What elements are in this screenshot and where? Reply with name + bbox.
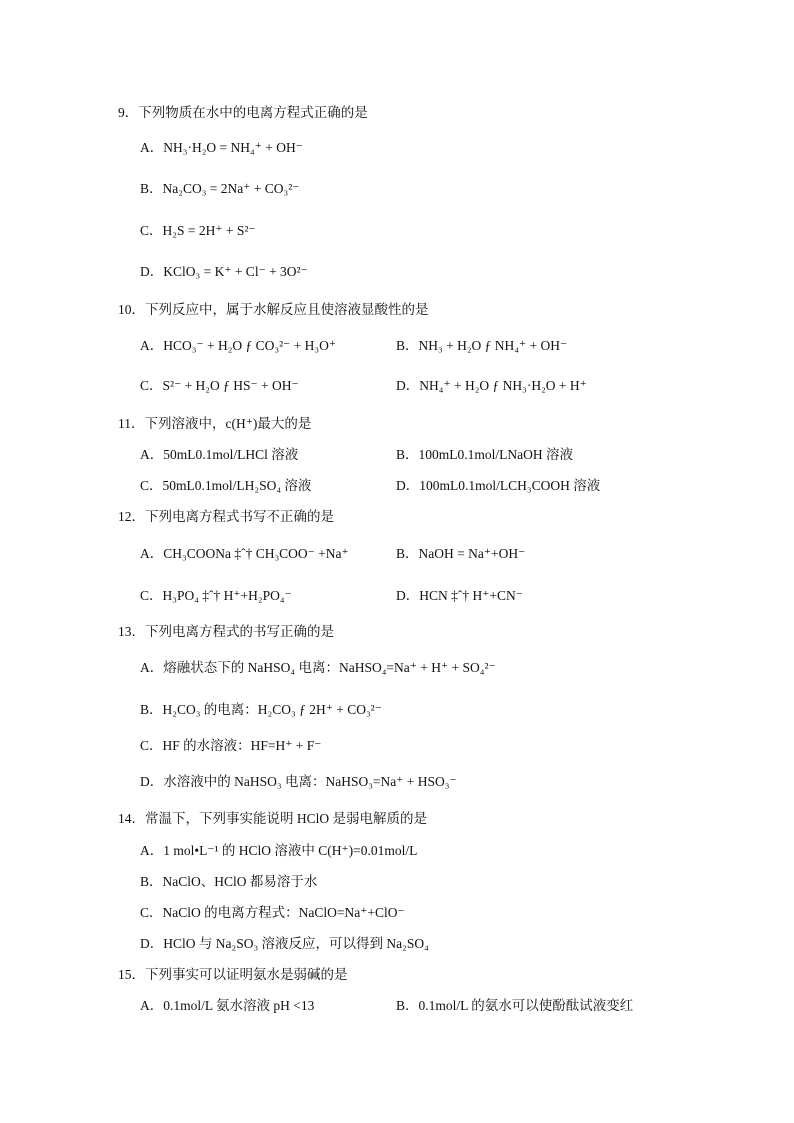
option-label: A． (140, 447, 164, 462)
option-label: B． (396, 338, 419, 353)
question-11-option-c (140, 477, 311, 495)
option-label: A． (140, 660, 164, 675)
question-15-option-b (396, 997, 633, 1015)
question-10-option-d (396, 377, 587, 395)
option-label: B． (140, 702, 163, 717)
option-label: C． (140, 738, 163, 753)
question-11-option-d (396, 477, 600, 495)
option-label: B． (140, 874, 163, 889)
question-14-option-d (140, 935, 429, 953)
option-text: 1 mol•L⁻¹ 的 HClO 溶液中 C(H⁺)=0.01mol/L (163, 843, 418, 858)
option-text: 50mL0.1mol/LHCl 溶液 (163, 447, 299, 462)
option-label: D． (396, 478, 420, 493)
option-label: C． (140, 905, 163, 920)
question-9-option-d (140, 263, 308, 281)
option-label: D． (140, 774, 164, 789)
question-12-stem: 12．下列电离方程式书写不正确的是 (118, 509, 334, 524)
question-9-stem: 9．下列物质在水中的电离方程式正确的是 (118, 105, 368, 120)
option-text: 100mL0.1mol/LCH₃COOH 溶液 (419, 478, 601, 493)
question-12-option-a (140, 545, 349, 563)
option-label: B． (396, 998, 419, 1013)
option-label: D． (396, 588, 420, 603)
option-text: 熔融状态下的 NaHSO₄ 电离：NaHSO₄=Na⁺ + H⁺ + SO₄²⁻ (163, 660, 496, 675)
question-9-option-c (140, 222, 256, 240)
option-text: HF 的水溶液：HF=H⁺ + F⁻ (162, 738, 322, 753)
option-label: B． (396, 447, 419, 462)
option-label: B． (396, 546, 419, 561)
question-13-option-a (140, 659, 496, 677)
option-label: A． (140, 338, 164, 353)
question-15-option-a (140, 997, 314, 1015)
option-text: CH₃COONa ‡ˆ† CH₃COO⁻ +Na⁺ (163, 546, 349, 561)
option-text: S²⁻ + H₂O ƒ HS⁻ + OH⁻ (162, 378, 299, 393)
option-text: H₃PO₄ ‡ˆ† H⁺+H₂PO₄⁻ (162, 588, 292, 603)
option-label: A． (140, 843, 164, 858)
question-10-option-a (140, 337, 336, 355)
option-text: 50mL0.1mol/LH₂SO₄ 溶液 (162, 478, 312, 493)
question-11-stem: 11．下列溶液中，c(H⁺)最大的是 (118, 416, 312, 431)
question-12-option-b (396, 545, 525, 563)
option-text: H₂CO₃ 的电离：H₂CO₃ ƒ 2H⁺ + CO₃²⁻ (162, 702, 382, 717)
option-text: NH₄⁺ + H₂O ƒ NH₃·H₂O + H⁺ (419, 378, 587, 393)
option-text: HCN ‡ˆ† H⁺+CN⁻ (419, 588, 523, 603)
question-10-option-c (140, 377, 299, 395)
question-12-option-d (396, 587, 523, 605)
question-14-option-c (140, 904, 405, 922)
option-text: NH₃ + H₂O ƒ NH₄⁺ + OH⁻ (418, 338, 568, 353)
option-text: NH₃·H₂O = NH₄⁺ + OH⁻ (163, 140, 303, 155)
question-13-option-b (140, 701, 382, 719)
question-9-option-b (140, 180, 299, 198)
option-label: A． (140, 140, 164, 155)
option-text: 0.1mol/L 氨水溶液 pH <13 (163, 998, 315, 1013)
option-text: H₂S = 2H⁺ + S²⁻ (162, 223, 256, 238)
question-14-stem: 14．常温下，下列事实能说明 HClO 是弱电解质的是 (118, 811, 428, 826)
option-text: NaOH = Na⁺+OH⁻ (418, 546, 526, 561)
option-label: D． (140, 264, 164, 279)
question-13-option-d (140, 773, 457, 791)
option-text: 100mL0.1mol/LNaOH 溶液 (418, 447, 574, 462)
question-12-option-c (140, 587, 292, 605)
question-9-option-a (140, 139, 303, 157)
question-13-stem: 13．下列电离方程式的书写正确的是 (118, 624, 334, 639)
question-10-stem: 10．下列反应中，属于水解反应且使溶液显酸性的是 (118, 302, 429, 317)
option-label: D． (396, 378, 420, 393)
option-label: C． (140, 378, 163, 393)
option-label: C． (140, 223, 163, 238)
option-text: KClO₃ = K⁺ + Cl⁻ + 3O²⁻ (163, 264, 308, 279)
option-text: NaClO、HClO 都易溶于水 (162, 874, 318, 889)
question-13-option-c (140, 737, 321, 755)
option-label: A． (140, 546, 164, 561)
option-text: Na₂CO₃ = 2Na⁺ + CO₃²⁻ (162, 181, 300, 196)
question-10-option-b (396, 337, 567, 355)
question-15-stem: 15．下列事实可以证明氨水是弱碱的是 (118, 967, 348, 982)
option-label: A． (140, 998, 164, 1013)
question-11-option-a (140, 446, 298, 464)
option-text: 水溶液中的 NaHSO₃ 电离：NaHSO₃=Na⁺ + HSO₃⁻ (163, 774, 457, 789)
option-label: B． (140, 181, 163, 196)
option-label: D． (140, 936, 164, 951)
question-14-option-b (140, 873, 317, 891)
question-11-option-b (396, 446, 573, 464)
option-text: NaClO 的电离方程式：NaClO=Na⁺+ClO⁻ (162, 905, 405, 920)
option-label: C． (140, 478, 163, 493)
option-text: HClO 与 Na₂SO₃ 溶液反应，可以得到 Na₂SO₄ (163, 936, 429, 951)
option-text: HCO₃⁻ + H₂O ƒ CO₃²⁻ + H₃O⁺ (163, 338, 336, 353)
option-text: 0.1mol/L 的氨水可以使酚酞试液变红 (418, 998, 634, 1013)
question-14-option-a (140, 842, 417, 860)
option-label: C． (140, 588, 163, 603)
